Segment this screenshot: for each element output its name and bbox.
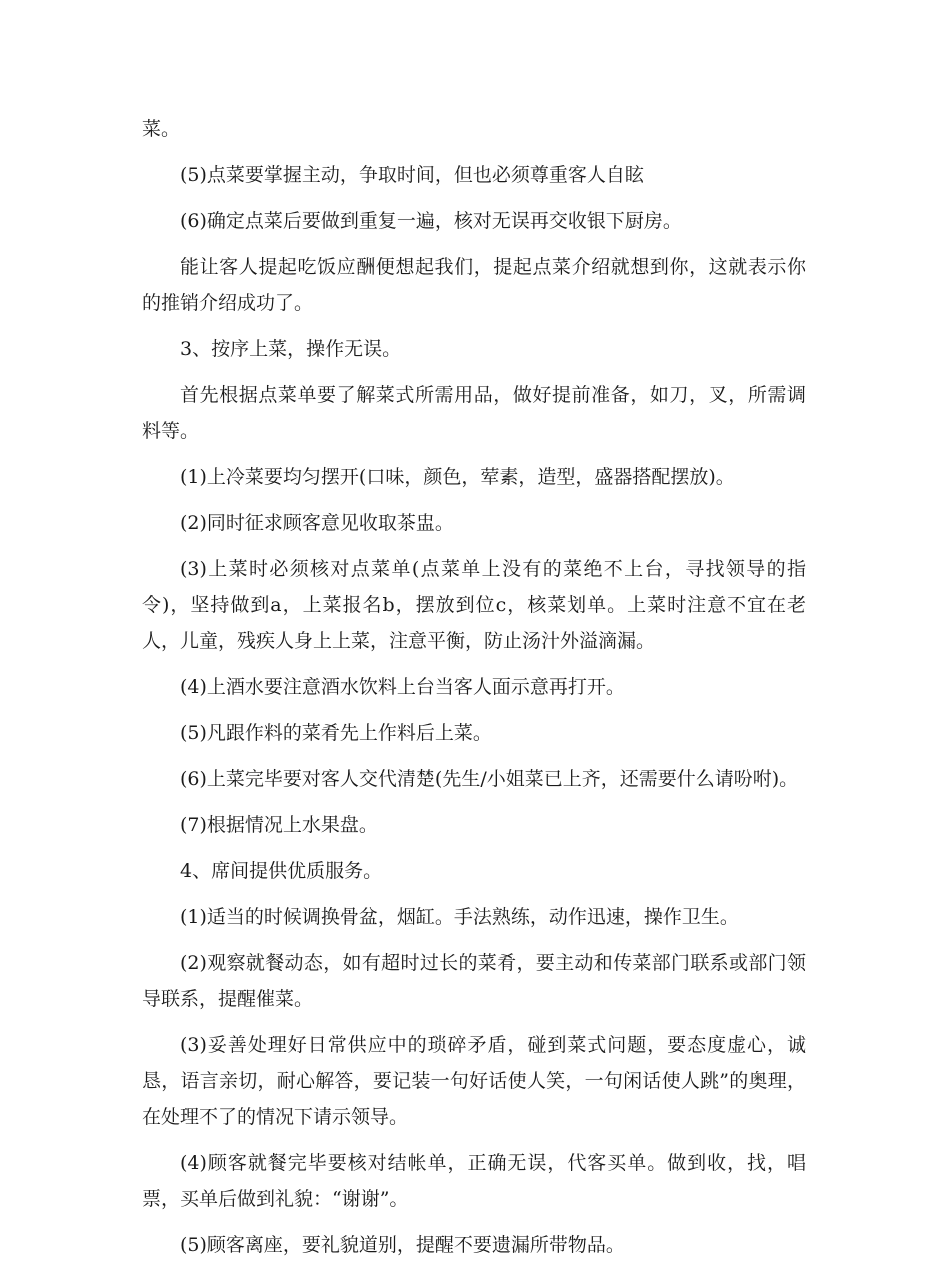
paragraph: (1)适当的时候调换骨盆，烟缸。手法熟练，动作迅速，操作卫生。 (180, 906, 739, 928)
section-heading: 3、按序上菜，操作无误。 (180, 338, 402, 360)
paragraph: (5)顾客离座，要礼貌道别，提醒不要遗漏所带物品。 (180, 1234, 625, 1256)
paragraph: 能让客人提起吃饭应酬便想起我们，提起点菜介绍就想到你，这就表示你的推销介绍成功了。 (142, 256, 806, 314)
paragraph: (4)顾客就餐完毕要核对结帐单，正确无误，代客买单。做到收，找，唱票，买单后做到礼貌：“谢谢”。 (142, 1152, 806, 1210)
document-body (142, 111, 806, 1273)
paragraph: (6)确定点菜后要做到重复一遍，核对无误再交收银下厨房。 (180, 210, 682, 232)
paragraph: (2)观察就餐动态，如有超时过长的菜肴，要主动和传菜部门联系或部门领导联系，提醒催菜。 (142, 952, 806, 1010)
paragraph: (7)根据情况上水果盘。 (180, 814, 378, 836)
paragraph: (4)上酒水要注意酒水饮料上台当客人面示意再打开。 (180, 676, 625, 698)
paragraph: (5)凡跟作料的菜肴先上作料后上菜。 (180, 722, 492, 744)
paragraph: (3)妥善处理好日常供应中的琐碎矛盾，碰到菜式问题，要态度虚心，诚恳，语言亲切，耐心解答，要记装一句好话使人笑，一句闲话使人跳”的奥理，在处理不了的情况下请示领导。 (142, 1034, 806, 1128)
paragraph: (6)上菜完毕要对客人交代清楚(先生/小姐菜已上齐，还需要什么请吩咐)。 (180, 768, 799, 790)
paragraph: 首先根据点菜单要了解菜式所需用品，做好提前准备，如刀，叉，所需调料等。 (142, 384, 806, 442)
paragraph: (1)上冷菜要均匀摆开(口味，颜色，荤素，造型，盛器搭配摆放)。 (180, 466, 735, 488)
section-heading: 4、席间提供优质服务。 (180, 860, 383, 882)
paragraph: (2)同时征求顾客意见收取茶盅。 (180, 512, 454, 534)
paragraph: 菜。 (142, 118, 181, 140)
paragraph: (3)上菜时必须核对点菜单(点菜单上没有的菜绝不上台，寻找领导的指令)，坚持做到a，上菜报名b，摆放到位c，核菜划单。上菜时注意不宜在老人，儿童，残疾人身上上菜，注意平衡，防止汤汁外溢滴漏。 (142, 558, 806, 652)
paragraph: (5)点菜要掌握主动，争取时间，但也必须尊重客人自眩 (180, 164, 644, 186)
